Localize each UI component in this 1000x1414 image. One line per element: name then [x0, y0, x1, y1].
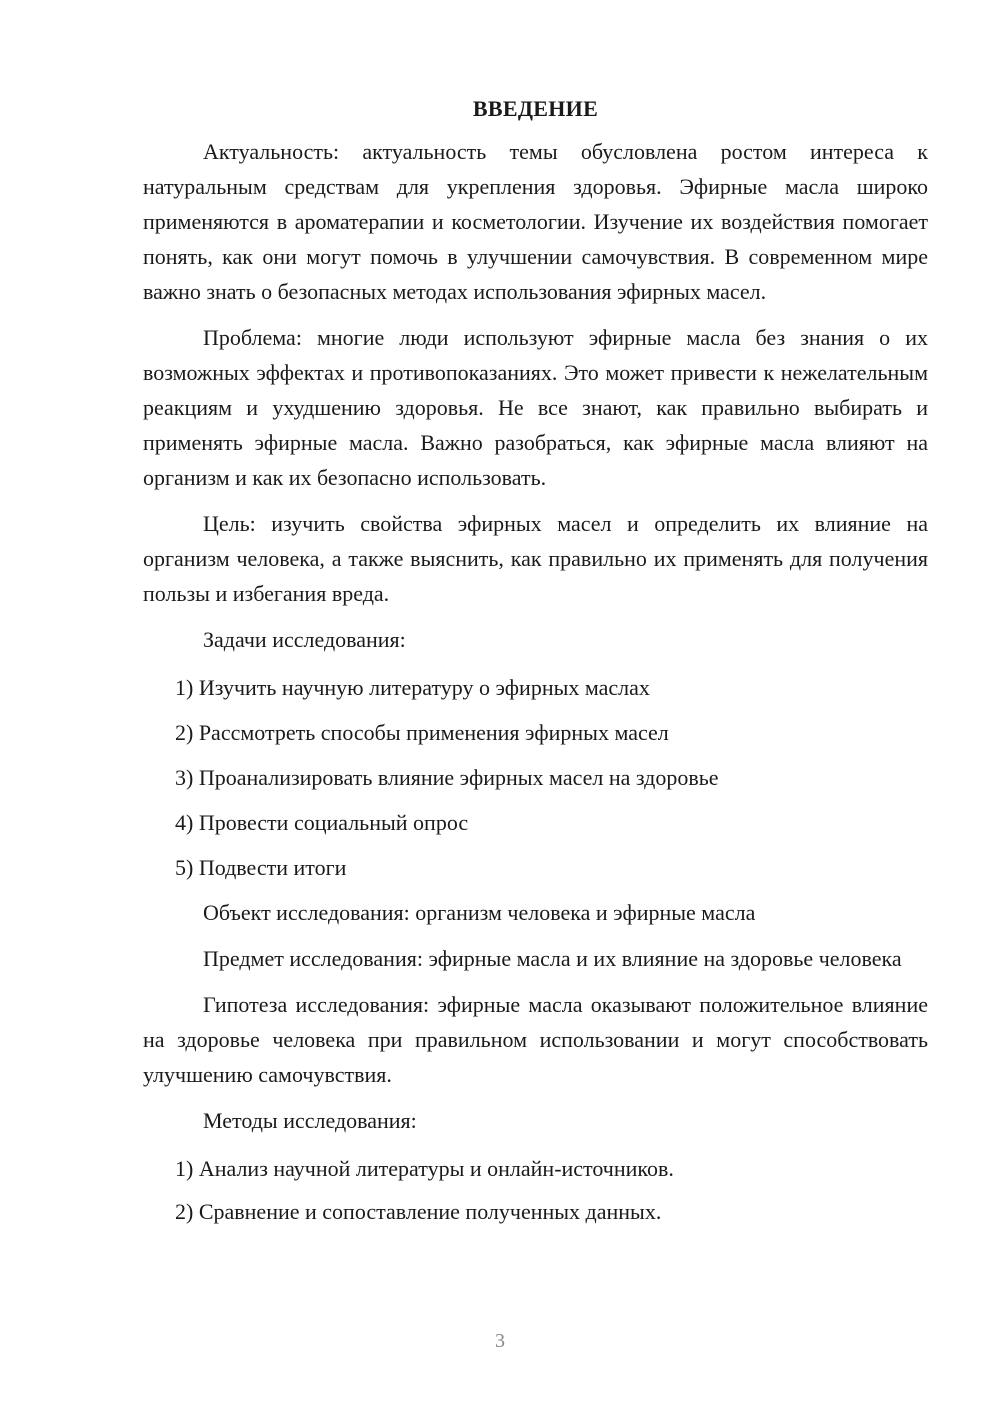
list-item: 2) Сравнение и сопоставление полученных данных. [175, 1199, 662, 1224]
hypothesis-paragraph: Гипотеза исследования: эфирные масла оказывают положительное влияние на здоровье человека при правильном использовании и могут способствовать улучшению самочувствия. [143, 992, 928, 1087]
page-number: 3 [495, 1330, 505, 1352]
methods-list [143, 1151, 928, 1229]
section-heading: ВВЕДЕНИЕ [472, 96, 599, 121]
tasks-list [143, 670, 928, 885]
document-page [143, 96, 928, 1237]
list-item: 1) Анализ научной литературы и онлайн-источников. [175, 1156, 674, 1181]
subject-paragraph: Предмет исследования: эфирные масла и их влияние на здоровье человека [203, 946, 902, 971]
list-item: 3) Проанализировать влияние эфирных масел на здоровье [175, 765, 719, 790]
relevance-paragraph: Актуальность: актуальность темы обусловлена ростом интереса к натуральным средствам для укрепления здоровья. Эфирные масла широко применяются в ароматерапии и косметологии. Изучение их воздействия помогает понять, как они могут помочь в улучшении самочувствия. В современном мире важно знать о безопасных методах использования эфирных масел. [143, 139, 928, 304]
list-item: 1) Изучить научную литературу о эфирных маслах [175, 675, 650, 700]
object-paragraph: Объект исследования: организм человека и эфирные масла [203, 900, 756, 925]
methods-label: Методы исследования: [203, 1108, 417, 1133]
list-item: 2) Рассмотреть способы применения эфирных масел [175, 720, 669, 745]
list-item: 4) Провести социальный опрос [175, 810, 469, 835]
problem-paragraph: Проблема: многие люди используют эфирные масла без знания о их возможных эффектах и противопоказаниях. Это может привести к нежелательным реакциям и ухудшению здоровья. Не все знают, как правильно выбирать и применять эфирные масла. Важно разобраться, как эфирные масла влияют на организм и как их безопасно использовать. [143, 325, 928, 490]
tasks-label: Задачи исследования: [203, 627, 406, 652]
list-item: 5) Подвести итоги [175, 855, 347, 880]
goal-paragraph: Цель: изучить свойства эфирных масел и определить их влияние на организм человека, а также выяснить, как правильно их применять для получения пользы и избегания вреда. [143, 511, 928, 606]
